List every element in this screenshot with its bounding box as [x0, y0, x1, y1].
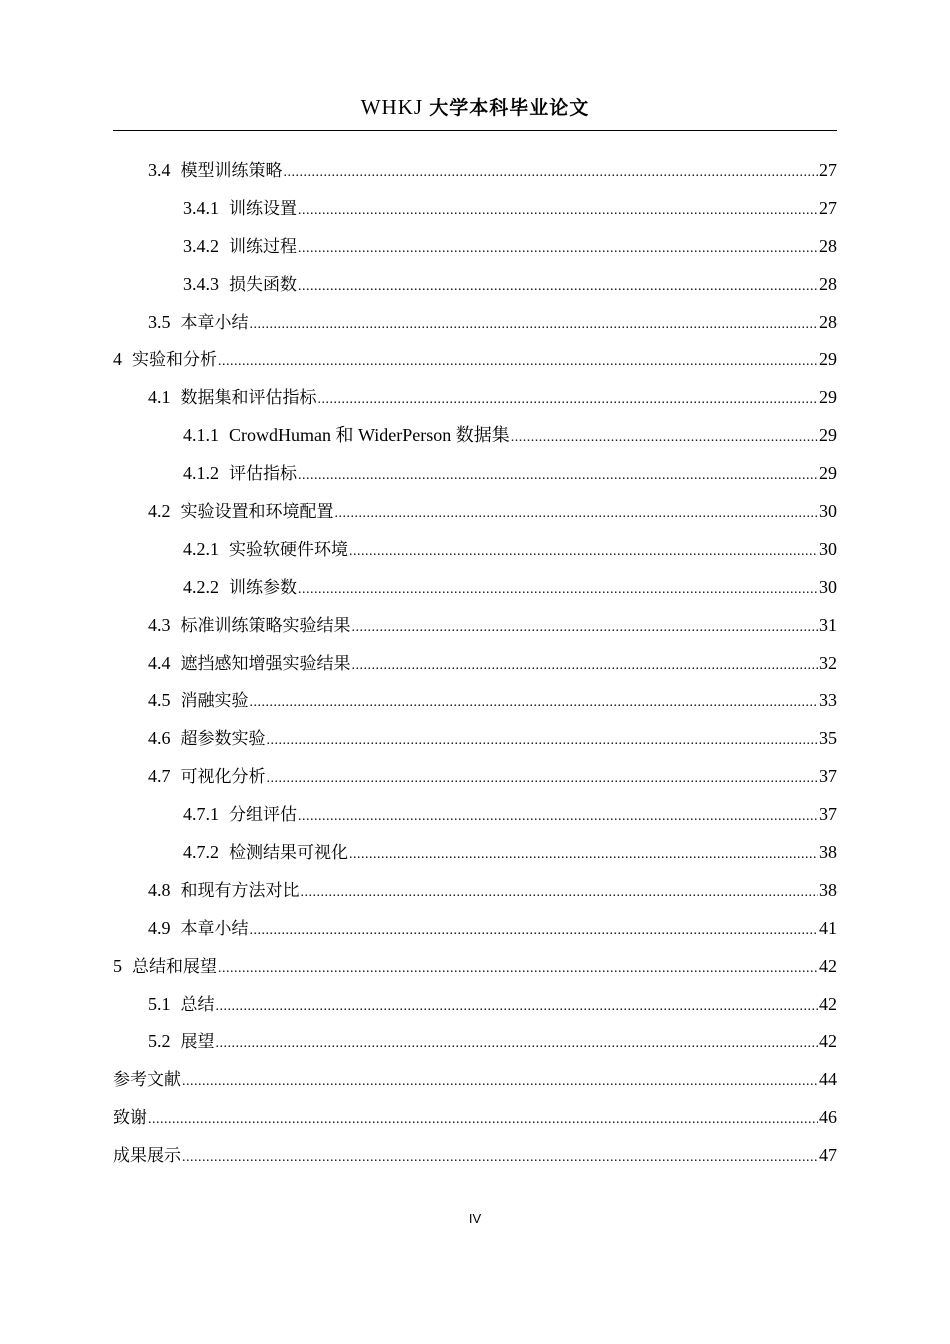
toc-entry[interactable]	[113, 569, 837, 607]
toc-entry[interactable]	[113, 341, 837, 379]
dot-leader	[298, 457, 818, 495]
toc-entry-number: 4.8	[148, 879, 171, 900]
toc-entry-title: 本章小结	[180, 918, 249, 939]
dot-leader	[335, 495, 819, 533]
toc-entry-number: 4.2	[148, 501, 171, 522]
toc-entry-title: 标准训练策略实验结果	[180, 615, 351, 636]
toc-entry-page: 41	[819, 917, 837, 938]
toc-entry-page: 35	[819, 728, 837, 749]
toc-entry-title: 成果展示	[113, 1146, 181, 1167]
toc-entry-number: 4.6	[148, 728, 171, 749]
toc-entry[interactable]	[113, 834, 837, 872]
toc-entry[interactable]	[113, 190, 837, 228]
toc-entry-title: 评估指标	[229, 464, 297, 485]
toc-entry-title: 展望	[180, 1032, 215, 1053]
toc-entry-page: 28	[819, 235, 837, 256]
dot-leader	[352, 609, 819, 647]
toc-entry[interactable]	[113, 682, 837, 720]
toc-entry-title: 模型训练策略	[180, 161, 283, 181]
toc-entry-number: 5	[113, 955, 122, 976]
toc-entry[interactable]	[113, 455, 837, 493]
dot-leader	[318, 381, 819, 419]
toc-entry-page: 30	[819, 538, 837, 559]
toc-entry[interactable]	[113, 152, 837, 190]
toc-entry-page: 38	[819, 842, 837, 863]
toc-entry-page: 27	[819, 197, 837, 218]
toc-entry-number: 4.9	[148, 917, 171, 938]
toc-entry-number: 4.3	[148, 614, 171, 635]
dot-leader	[216, 1025, 819, 1063]
toc-entry-title: 可视化分析	[180, 767, 266, 788]
dot-leader	[298, 230, 818, 268]
toc-entry-title: 训练参数	[229, 577, 297, 598]
table-of-contents	[113, 152, 837, 1175]
toc-entry-number: 4.4	[148, 652, 171, 673]
toc-entry-page: 33	[819, 690, 837, 711]
dot-leader	[298, 192, 818, 230]
dot-leader	[511, 419, 818, 457]
page-number: IV	[468, 1211, 482, 1226]
toc-entry[interactable]	[113, 986, 837, 1024]
toc-entry-number: 3.4	[148, 160, 171, 180]
toc-entry-number: 4.1.2	[183, 463, 219, 484]
toc-entry-page: 30	[819, 576, 837, 597]
toc-entry-page: 29	[819, 463, 837, 484]
header-rule	[113, 130, 837, 131]
toc-entry-page: 42	[819, 993, 837, 1014]
toc-entry-title: 致谢	[113, 1108, 147, 1129]
toc-entry-number: 3.5	[148, 311, 171, 332]
toc-entry[interactable]	[113, 1023, 837, 1061]
toc-entry-title: 分组评估	[229, 805, 297, 826]
toc-entry-page: 29	[819, 425, 837, 446]
toc-entry-page: 30	[819, 501, 837, 522]
toc-entry-page: 27	[819, 160, 837, 180]
toc-entry[interactable]	[113, 304, 837, 342]
toc-entry-title: 实验和分析	[132, 350, 217, 371]
toc-entry[interactable]	[113, 531, 837, 569]
dot-leader	[182, 1139, 818, 1177]
page-header	[113, 92, 837, 123]
dot-leader	[298, 571, 818, 609]
header-prefix: WHKJ	[360, 95, 430, 119]
toc-entry-title: 总结和展望	[132, 956, 217, 977]
dot-leader	[284, 154, 819, 192]
toc-entry-title: 总结	[180, 994, 215, 1015]
toc-entry-page: 46	[819, 1107, 837, 1128]
toc-entry-title: 参考文献	[113, 1070, 181, 1091]
toc-entry-number: 4.1	[148, 387, 171, 408]
toc-entry-number: 5.2	[148, 1031, 171, 1052]
toc-entry[interactable]	[113, 607, 837, 645]
toc-entry-title: 训练过程	[229, 236, 297, 257]
dot-leader	[267, 722, 819, 760]
toc-entry-title: 检测结果可视化	[229, 843, 348, 864]
toc-entry-number: 4.2.1	[183, 538, 219, 559]
toc-entry-page: 29	[819, 387, 837, 408]
toc-entry[interactable]	[113, 379, 837, 417]
toc-entry-number: 3.4.1	[183, 197, 219, 218]
toc-entry-title: CrowdHuman 和 WiderPerson 数据集	[229, 425, 510, 446]
toc-entry[interactable]	[113, 1099, 837, 1137]
toc-entry-number: 4.5	[148, 690, 171, 711]
toc-entry[interactable]	[113, 266, 837, 304]
toc-entry-title: 消融实验	[180, 691, 249, 712]
toc-entry[interactable]	[113, 948, 837, 986]
toc-entry-number: 4.7.2	[183, 842, 219, 863]
toc-entry[interactable]	[113, 796, 837, 834]
toc-entry-title: 实验软硬件环境	[229, 539, 348, 560]
toc-entry-title: 损失函数	[229, 274, 297, 295]
toc-entry-page: 31	[819, 614, 837, 635]
dot-leader	[250, 306, 819, 344]
dot-leader	[298, 268, 818, 306]
toc-entry-page: 44	[819, 1069, 837, 1090]
toc-entry-number: 4	[113, 349, 122, 370]
dot-leader	[349, 533, 818, 571]
toc-entry-number: 3.4.3	[183, 273, 219, 294]
toc-entry[interactable]	[113, 720, 837, 758]
toc-entry-title: 数据集和评估指标	[180, 388, 317, 409]
toc-entry-title: 实验设置和环境配置	[180, 502, 334, 523]
dot-leader	[349, 836, 818, 874]
toc-entry-title: 训练设置	[229, 198, 297, 219]
toc-entry[interactable]	[113, 417, 837, 455]
header-title: 大学本科毕业论文	[429, 97, 590, 119]
toc-entry-page: 47	[819, 1145, 837, 1166]
toc-entry-page: 28	[819, 311, 837, 332]
toc-entry[interactable]	[113, 228, 837, 266]
toc-entry-page: 28	[819, 273, 837, 294]
toc-entry-page: 29	[819, 349, 837, 370]
toc-entry-number: 4.2.2	[183, 576, 219, 597]
toc-entry-number: 3.4.2	[183, 235, 219, 256]
toc-entry[interactable]	[113, 872, 837, 910]
toc-entry-number: 4.7	[148, 766, 171, 787]
toc-entry-number: 5.1	[148, 993, 171, 1014]
toc-entry-title: 和现有方法对比	[180, 880, 300, 901]
dot-leader	[250, 912, 819, 950]
dot-leader	[352, 647, 819, 685]
toc-entry-page: 32	[819, 652, 837, 673]
toc-entry[interactable]	[113, 1137, 837, 1175]
toc-entry-page: 37	[819, 766, 837, 787]
dot-leader	[182, 1063, 818, 1101]
toc-entry-title: 遮挡感知增强实验结果	[180, 653, 351, 674]
dot-leader	[267, 760, 819, 798]
toc-entry-page: 38	[819, 879, 837, 900]
dot-leader	[298, 798, 818, 836]
toc-entry-title: 本章小结	[180, 312, 249, 333]
toc-entry[interactable]	[113, 493, 837, 531]
toc-entry-number: 4.1.1	[183, 425, 219, 446]
toc-entry[interactable]	[113, 1061, 837, 1099]
toc-entry-page: 37	[819, 804, 837, 825]
dot-leader	[218, 950, 818, 988]
toc-entry[interactable]	[113, 645, 837, 683]
toc-entry[interactable]	[113, 758, 837, 796]
dot-leader	[218, 343, 818, 381]
toc-entry-page: 42	[819, 955, 837, 976]
toc-entry-page: 42	[819, 1031, 837, 1052]
dot-leader	[301, 874, 819, 912]
toc-entry-number: 4.7.1	[183, 804, 219, 825]
dot-leader	[216, 988, 819, 1026]
dot-leader	[148, 1101, 818, 1139]
toc-entry-title: 超参数实验	[180, 729, 266, 750]
dot-leader	[250, 684, 819, 722]
toc-entry[interactable]	[113, 910, 837, 948]
